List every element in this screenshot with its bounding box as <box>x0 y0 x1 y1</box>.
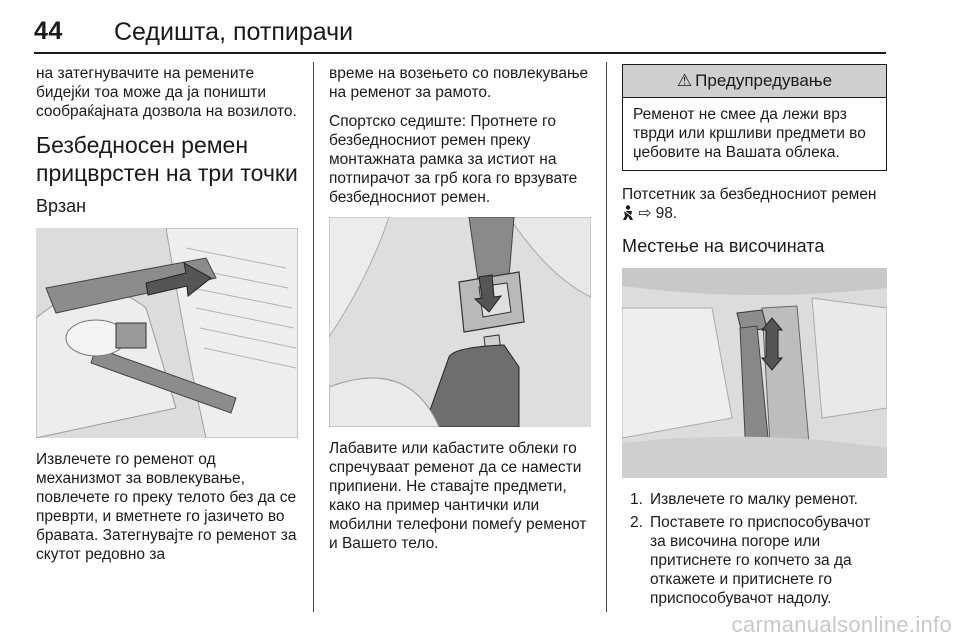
paragraph-3: Лабавите или кабастите облеки го спречуваат ременот да се намести припиени. Не ставајте предмети, како на пример чантички или мобилни телефони помеѓу ременот и Вашето тело. <box>329 440 587 552</box>
page-title: Седишта, потпирачи <box>114 18 354 46</box>
column-2 <box>329 64 591 563</box>
warning-header <box>623 65 886 98</box>
body-text: Извлечете го ременот од механизмот за вовлекување, повлечете го преку телото без да се преврти, и вметнете го јазичето во бравата. Затегнувајте го ременот за скутот редовно за <box>36 451 297 563</box>
subsection-heading: Врзан <box>36 196 87 216</box>
column-divider-2 <box>606 62 607 612</box>
intro-text: на затегнувачите на ремените бидејќи тоа може да ја поништи сообраќајната дозвола на возилото. <box>36 65 297 120</box>
warning-text: Ременот не смее да лежи врз тврди или кршливи предмети во џебовите на Вашата облека. <box>633 106 866 161</box>
reference-page: 98. <box>655 205 678 222</box>
illustration-height-adjuster <box>622 268 887 478</box>
paragraph-1: време на возењето со повлекување на ременот за рамото. <box>329 65 589 101</box>
seatbelt-person-icon <box>622 205 634 220</box>
step-1-text: Извлечете го малку ременот. <box>650 491 858 508</box>
adjustment-steps <box>622 490 887 608</box>
reference-arrow-icon: ⇨ <box>638 205 652 222</box>
watermark: carmanualsonline.info <box>731 612 952 637</box>
column-3 <box>622 64 887 612</box>
warning-title: Предупредување <box>695 71 833 90</box>
warning-box <box>622 64 887 171</box>
step-2 <box>622 513 887 608</box>
illustration-sport-seat-belt-frame <box>329 217 591 427</box>
column-1 <box>36 64 298 574</box>
header-rule <box>34 52 886 54</box>
height-adjust-heading: Местење на височината <box>622 236 825 256</box>
step-2-number: 2. <box>630 514 643 531</box>
reference-text: Потсетник за безбедносниот ремен <box>622 186 877 203</box>
step-1 <box>622 490 887 509</box>
column-divider-1 <box>313 62 314 612</box>
seatbelt-reminder-reference <box>622 185 887 223</box>
warning-triangle-icon: ⚠ <box>676 71 693 90</box>
section-heading: Безбедносен ремен прицврстен на три точки <box>36 132 298 186</box>
step-1-number: 1. <box>630 491 643 508</box>
illustration-buckling-belt <box>36 228 298 438</box>
paragraph-2: Спортско седиште: Протнете го безбедносниот ремен преку монтажната рамка за истиот на потпирачот за грб кога го врзувате безбедносниот ремен. <box>329 113 578 206</box>
step-2-text: Поставете го приспособувачот за височина погоре или притиснете го копчето за да откажете и притиснете го приспособувачот надолу. <box>650 514 871 607</box>
page-number: 44 <box>34 17 63 45</box>
